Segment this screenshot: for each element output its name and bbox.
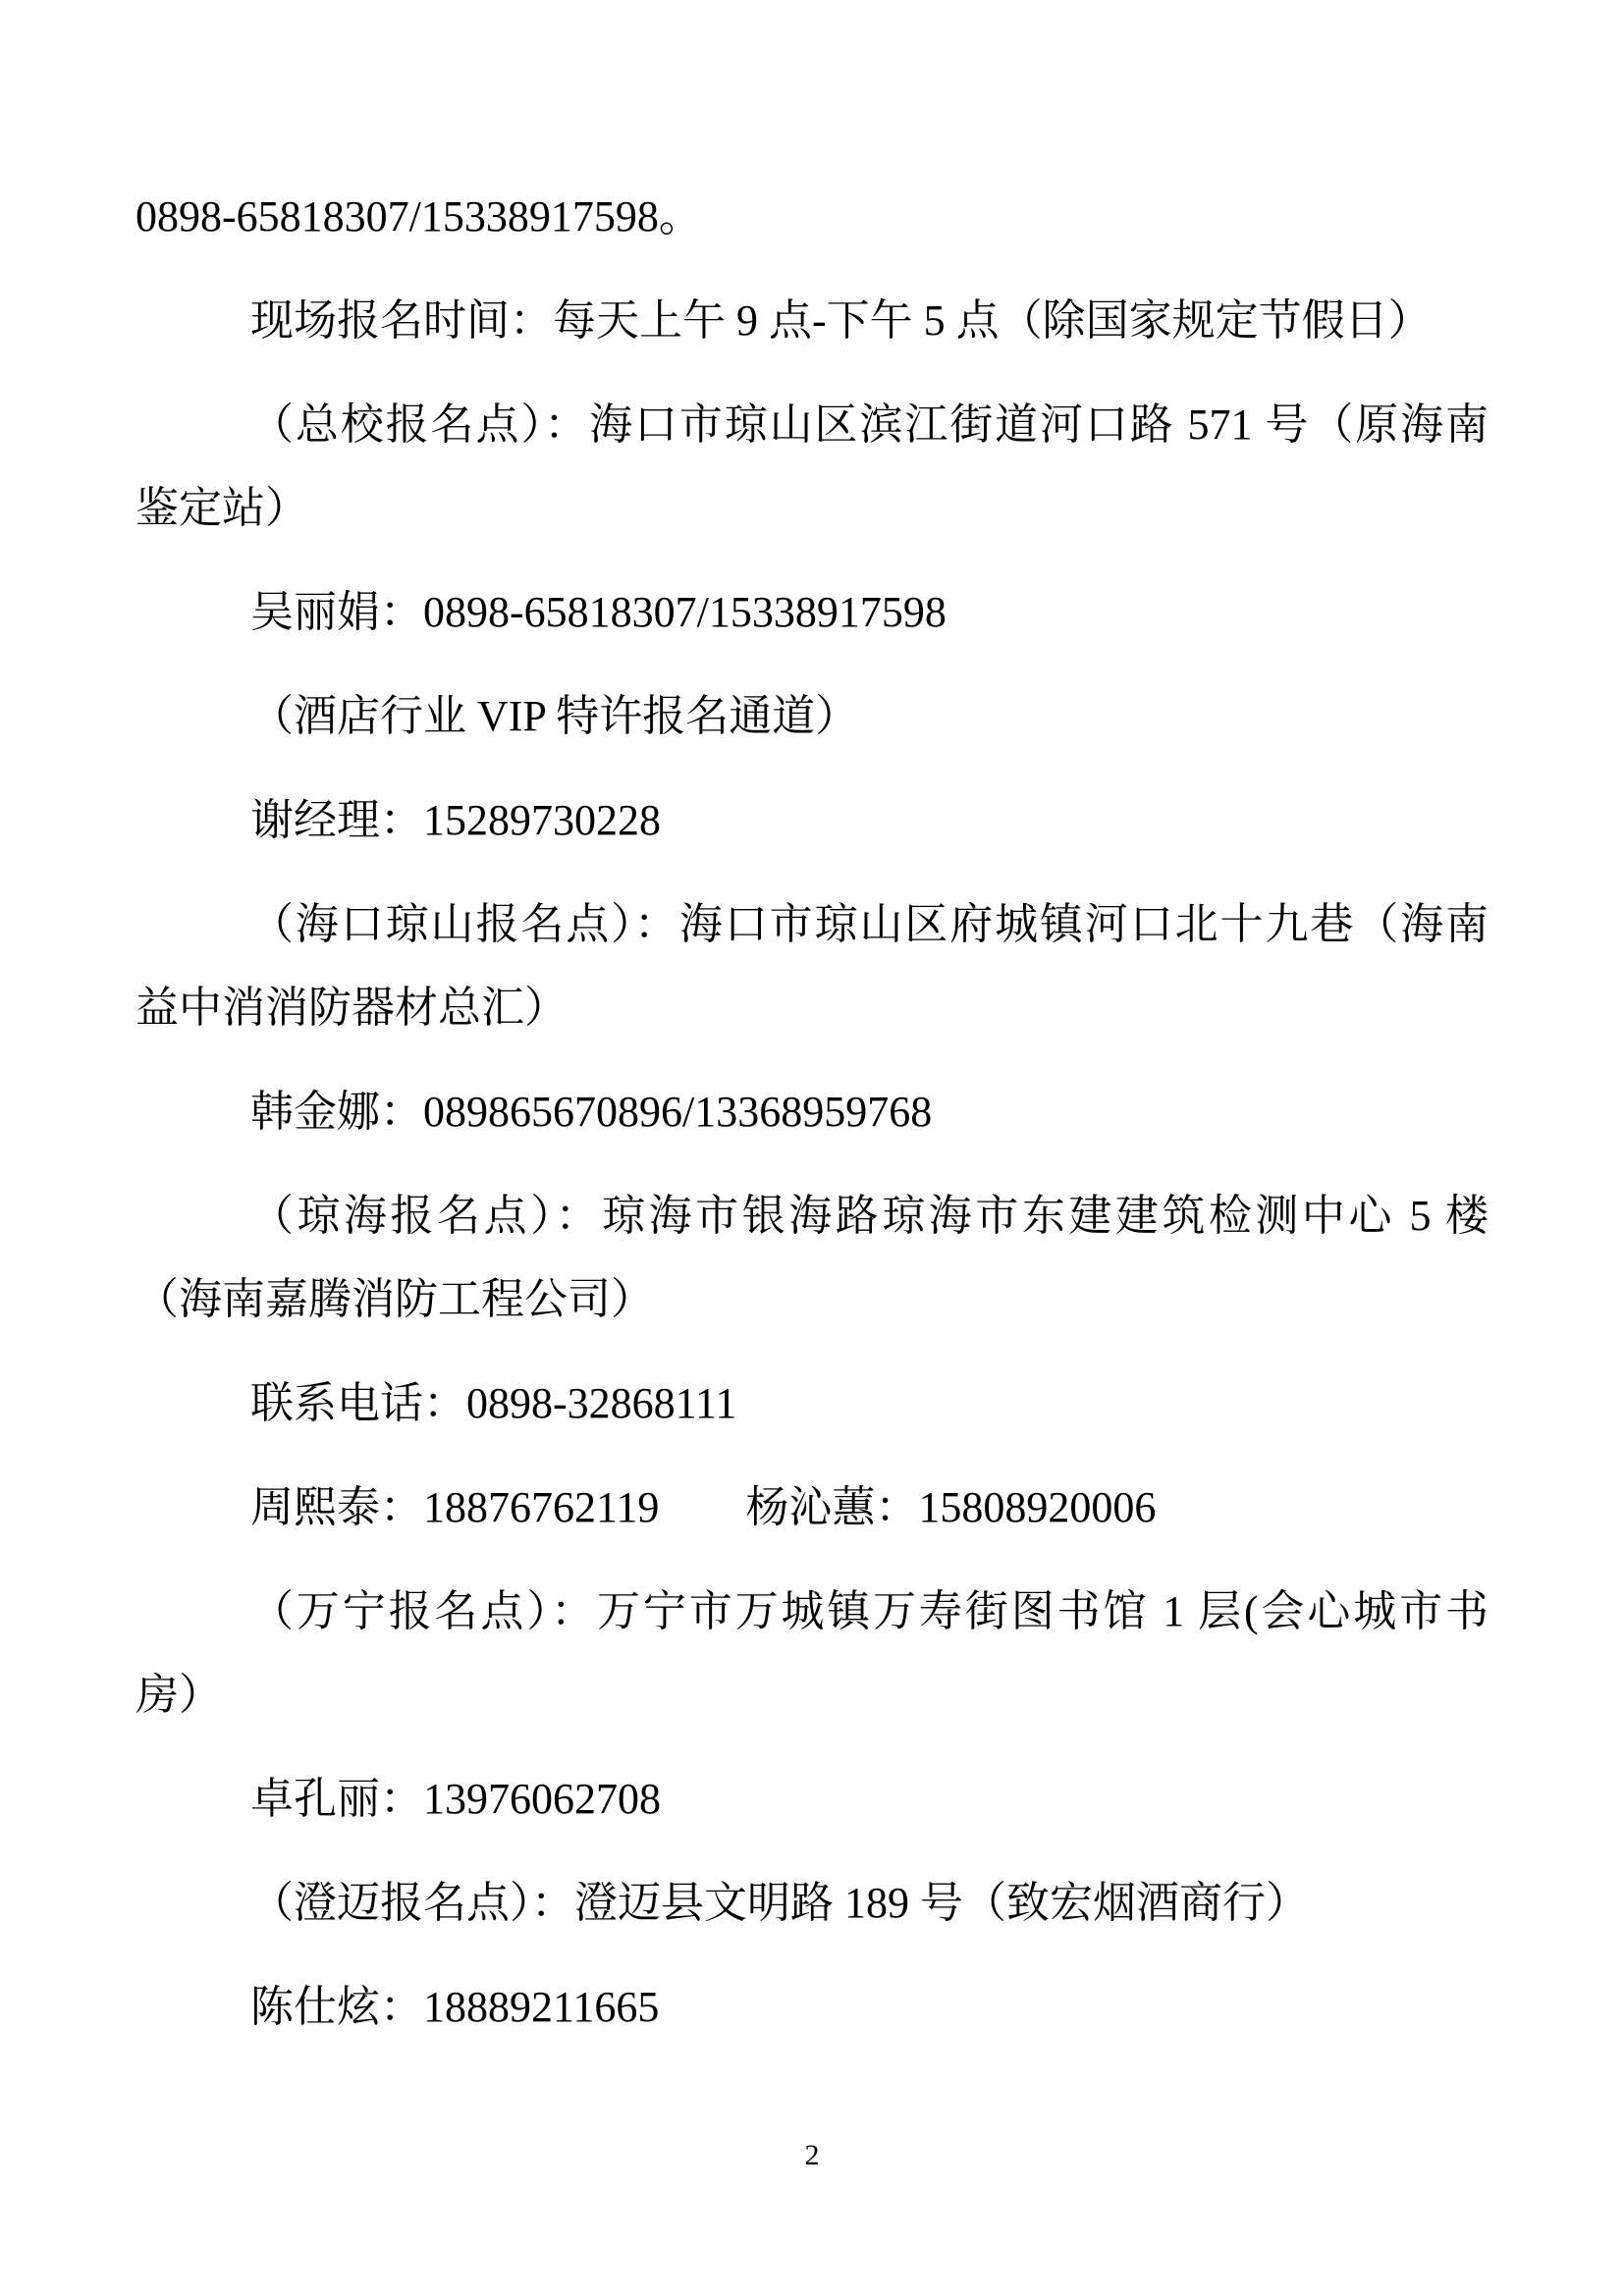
page-footer <box>0 2138 1624 2173</box>
text-line: 吴丽娟：0898-65818307/15338917598 <box>250 588 947 636</box>
paragraph <box>135 1070 1489 1153</box>
paragraph <box>135 1174 1489 1341</box>
text-line: 谢经理：15289730228 <box>250 796 661 844</box>
text-line: （海南嘉腾消防工程公司） <box>135 1275 654 1323</box>
paragraph <box>135 1965 1489 2049</box>
paragraph <box>135 674 1489 758</box>
text-line: 陈仕炫：18889211665 <box>250 1983 660 2031</box>
text-line: （万宁报名点）：万宁市万城镇万寿街图书馆 1 层(会心城市书 <box>250 1587 1489 1635</box>
paragraph <box>135 1570 1489 1736</box>
text-line: 益中消消防器材总汇） <box>135 984 568 1032</box>
text-line: （酒店行业 VIP 特许报名通道） <box>250 692 859 740</box>
paragraph <box>135 1466 1489 1549</box>
paragraph <box>135 383 1489 550</box>
text-line: 鉴定站） <box>135 484 308 532</box>
paragraph <box>135 279 1489 362</box>
paragraph <box>135 1861 1489 1945</box>
text-line: 房） <box>135 1671 222 1719</box>
paragraph <box>135 175 1489 258</box>
paragraph <box>135 882 1489 1049</box>
text-line: 联系电话：0898-32868111 <box>250 1379 737 1427</box>
text-line: （总校报名点）：海口市琼山区滨江街道河口路 571 号（原海南 <box>250 400 1489 449</box>
text-line: 韩金娜：089865670896/13368959768 <box>250 1088 933 1136</box>
paragraph <box>135 1757 1489 1841</box>
text-line: 周熙泰：18876762119 杨沁蕙：15808920006 <box>250 1483 1157 1531</box>
text-line: 卓孔丽：13976062708 <box>250 1775 661 1823</box>
text-line: 现场报名时间：每天上午 9 点-下午 5 点（除国家规定节假日） <box>250 296 1432 345</box>
text-line: （澄迈报名点）：澄迈县文明路 189 号（致宏烟酒商行） <box>250 1879 1309 1927</box>
document-body <box>135 175 1489 2069</box>
paragraph <box>135 778 1489 862</box>
text-line: （琼海报名点）：琼海市银海路琼海市东建建筑检测中心 5 楼 <box>250 1192 1489 1240</box>
text-line: （海口琼山报名点）：海口市琼山区府城镇河口北十九巷（海南 <box>250 900 1489 948</box>
text-line: 0898-65818307/15338917598。 <box>135 192 702 240</box>
page-number: 2 <box>804 2139 820 2171</box>
paragraph <box>135 1362 1489 1445</box>
paragraph <box>135 570 1489 654</box>
